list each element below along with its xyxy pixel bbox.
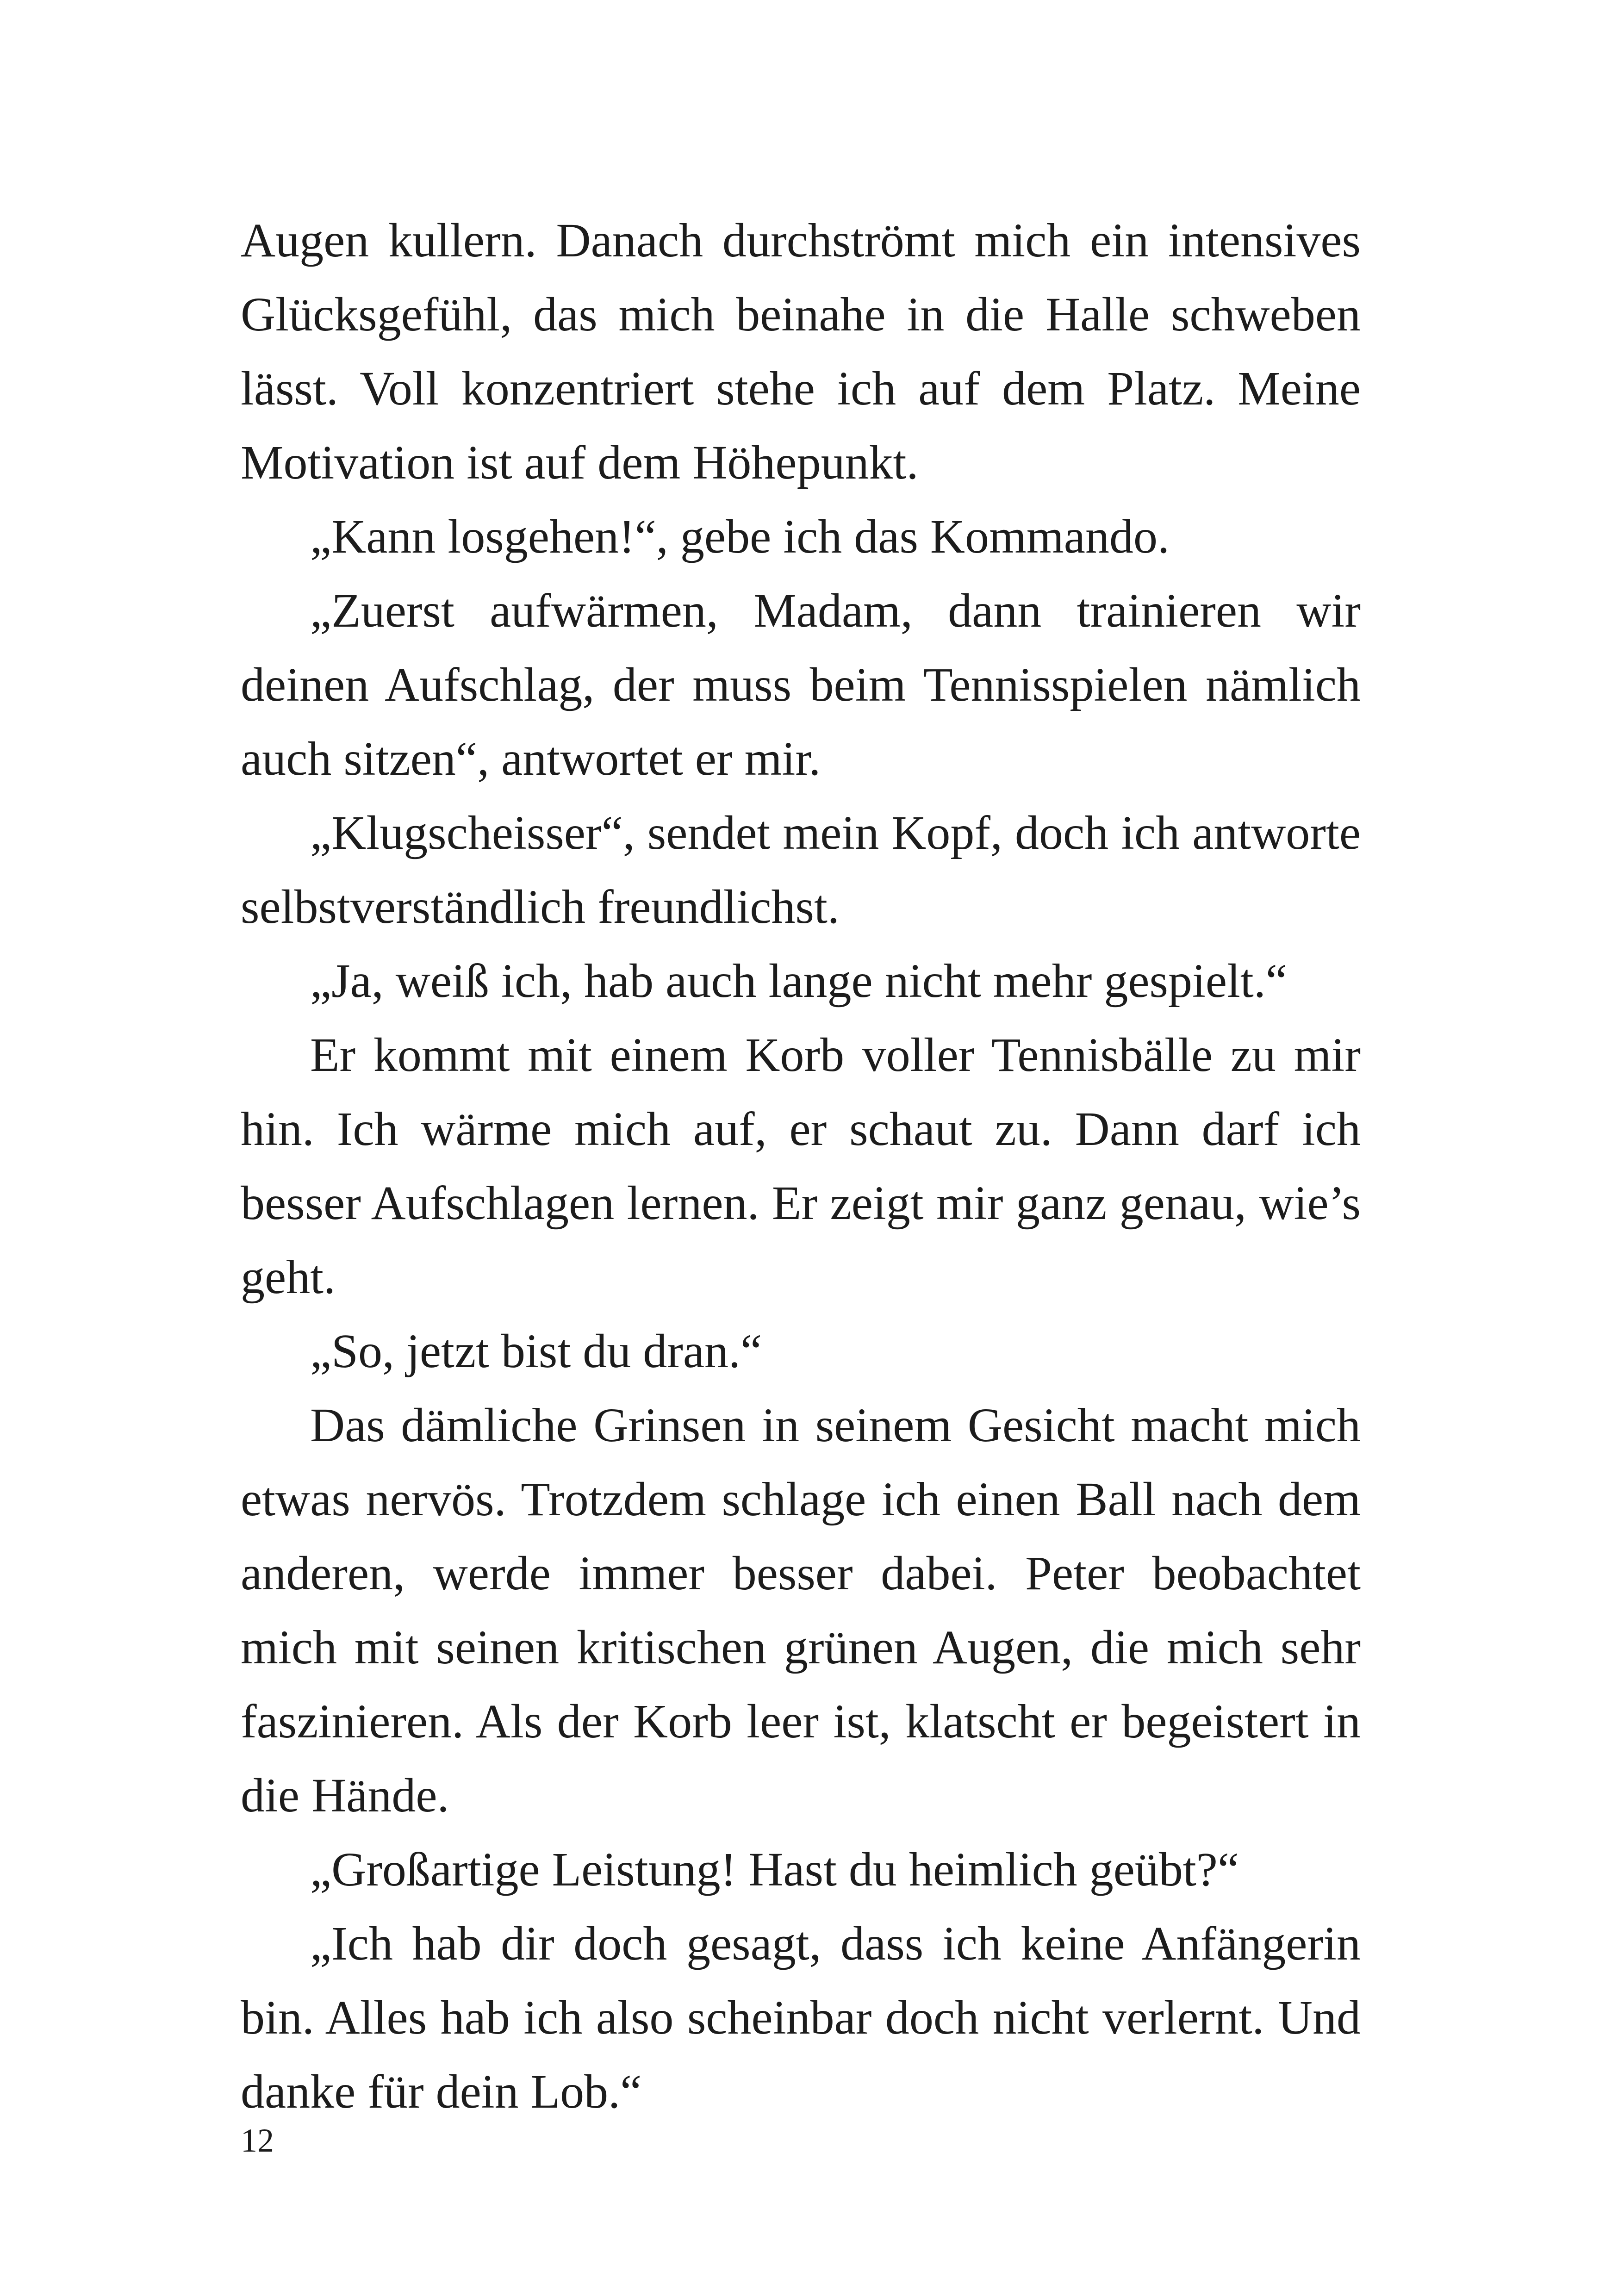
paragraph-7: „So, jetzt bist du dran.“ [310, 1325, 762, 1378]
paragraph-1: Augen kullern. Danach durchströmt mich ein intensives Glücksgefühl, das mich beinahe in die Halle schweben lässt. Voll konzentriert stehe ich auf dem Platz. Meine Motivation ist auf dem Höhepunkt. [241, 214, 1361, 489]
paragraph-6: Er kommt mit einem Korb voller Tennisbälle zu mir hin. Ich wärme mich auf, er schaut zu. Dann darf ich besser Aufschlagen lernen. Er zeigt mir ganz genau, wie’s geht. [241, 1028, 1361, 1304]
paragraph-2: „Kann losgehen!“, gebe ich das Kommando. [310, 510, 1170, 563]
page-number: 12 [241, 2122, 274, 2159]
paragraph-8: Das dämliche Grinsen in seinem Gesicht macht mich etwas nervös. Trotzdem schlage ich einen Ball nach dem anderen, werde immer besser dabei. Peter beobachtet mich mit seinen kritischen grünen Augen, die mich sehr faszinieren. Als der Korb leer ist, klatscht er begeistert in die Hände. [241, 1399, 1361, 1822]
paragraph-5: „Ja, weiß ich, hab auch lange nicht mehr gespielt.“ [310, 954, 1287, 1008]
paragraph-10: „Ich hab dir doch gesagt, dass ich keine Anfängerin bin. Alles hab ich also scheinbar doch nicht verlernt. Und danke für dein Lob.“ [241, 1917, 1361, 2118]
paragraph-3: „Zuerst aufwärmen, Madam, dann trainieren wir deinen Aufschlag, der muss beim Tennisspielen nämlich auch sitzen“, antwortet er mir. [241, 584, 1361, 785]
paragraph-9: „Großartige Leistung! Hast du heimlich geübt?“ [310, 1843, 1239, 1896]
body-text [241, 204, 1361, 2129]
paragraph-4: „Klugscheisser“, sendet mein Kopf, doch ich antworte selbstverständlich freundlichst. [241, 806, 1361, 933]
